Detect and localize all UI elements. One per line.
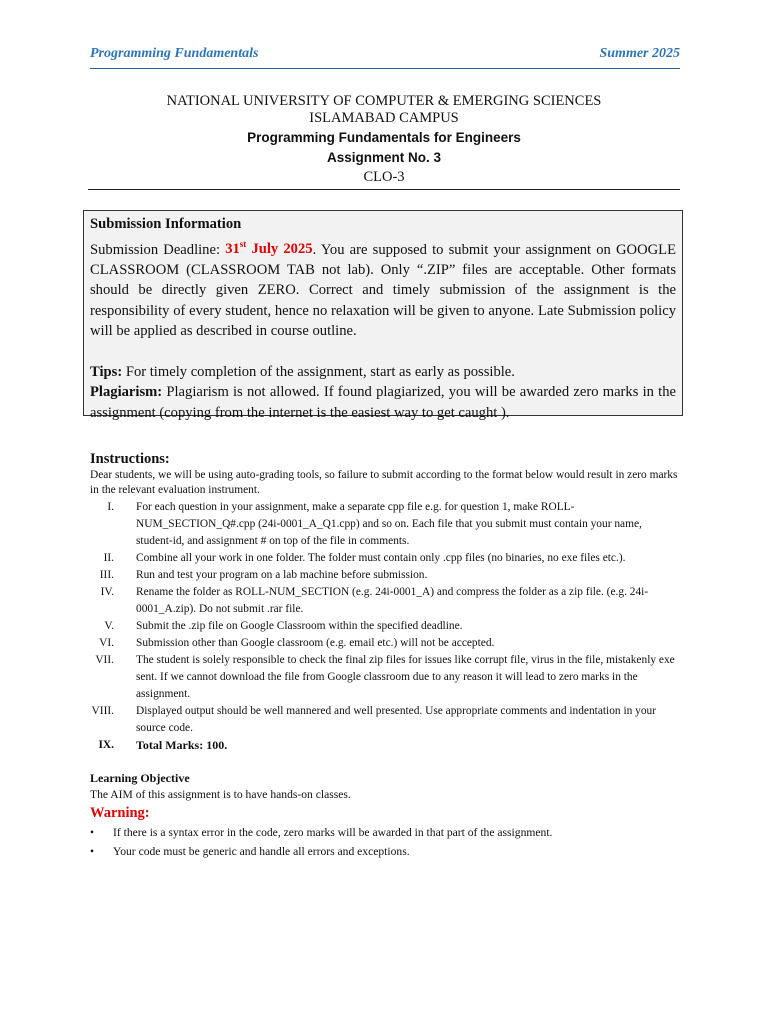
title-block <box>88 93 680 187</box>
instruction-text: Submission other than Google classroom (e.g. email etc.) will not be accepted. <box>136 637 495 649</box>
total-marks-item <box>90 737 680 755</box>
warning-bullet <box>90 823 680 842</box>
instructions-list <box>90 499 680 755</box>
warning-bullet-text: Your code must be generic and handle all errors and exceptions. <box>113 845 410 858</box>
instruction-text: The student is solely responsible to check the final zip files for issues like corrupt file, virus in the file, mistakenly exe sent. If we cannot download the file from Google classroom due to any reason it will lead to zero marks in the assignment. <box>136 654 675 700</box>
instruction-item <box>90 567 680 584</box>
warning-bullet <box>90 842 680 861</box>
instruction-item <box>90 550 680 567</box>
instructions-section <box>90 451 680 755</box>
instructions-heading: Instructions: <box>90 451 170 467</box>
submission-paragraph <box>90 235 676 342</box>
plagiarism-text: Plagiarism is not allowed. If found plagiarized, you will be awarded zero marks in the assignment (copying from the internet is the easiest way to get caught ). <box>90 384 676 421</box>
instruction-item <box>90 635 680 652</box>
submission-text: . You are supposed to submit your assignment on GOOGLE CLASSROOM (CLASSROOM TAB not lab). Only “.ZIP” files are acceptable. Other formats should be directly given ZERO. Correct and timely submission of the assignment is the responsibility of every student, hence no relaxation will be given to anyone. Late Submission policy will be applied as described in course outline. <box>90 241 676 340</box>
instruction-text: Run and test your program on a lab machine before submission. <box>136 569 428 581</box>
instruction-text: Combine all your work in one folder. The folder must contain only .cpp files (no binaries, no exe files etc.). <box>136 552 626 564</box>
assignment-title: Assignment No. 3 <box>326 150 442 165</box>
header-term: Summer 2025 <box>599 46 680 61</box>
title-divider <box>88 189 680 190</box>
instruction-number: V. <box>104 620 114 632</box>
instruction-number: IV. <box>100 586 114 598</box>
learning-objective-heading: Learning Objective <box>90 771 190 785</box>
total-marks-text: Total Marks: 100. <box>136 738 228 752</box>
header-course: Programming Fundamentals <box>90 46 259 61</box>
learning-objective-section <box>90 771 680 861</box>
running-header <box>90 46 680 69</box>
warning-heading: Warning: <box>90 805 150 821</box>
bullet-icon: • <box>90 826 95 839</box>
plagiarism-label: Plagiarism: <box>90 384 163 401</box>
bullet-icon: • <box>90 845 95 858</box>
instruction-text: Submit the .zip file on Google Classroom within the specified deadline. <box>136 620 463 632</box>
instruction-number: VII. <box>95 654 114 666</box>
deadline-label: Submission Deadline: <box>90 241 226 258</box>
course-title: Programming Fundamentals for Engineers <box>247 130 521 145</box>
instruction-number: I. <box>107 501 114 513</box>
instruction-number: III. <box>99 569 114 581</box>
instruction-text: Displayed output should be well mannered and well presented. Use appropriate comments and indentation in your source code. <box>136 705 657 734</box>
instructions-intro: Dear students, we will be using auto-grading tools, so failure to submit according to the format below would result in zero marks in the relevant evaluation instrument. <box>90 469 678 496</box>
deadline-month-year: July 2025 <box>246 241 313 258</box>
warning-bullet-text: If there is a syntax error in the code, zero marks will be awarded in that part of the assignment. <box>113 826 553 839</box>
instruction-text: For each question in your assignment, make a separate cpp file e.g. for question 1, make ROLL-NUM_SECTION_Q#.cpp (24i-0001_A_Q1.cpp) and so on. Each file that you submit must contain your name, student-id, and assignment # on top of the file in comments. <box>136 501 642 547</box>
submission-info-box <box>83 210 683 421</box>
instruction-item <box>90 618 680 635</box>
clo-label: CLO-3 <box>363 169 405 185</box>
instruction-text: Rename the folder as ROLL-NUM_SECTION (e.g. 24i-0001_A) and compress the folder as a zip file. (e.g. 24i-0001_A.zip). Do not submit .rar file. <box>136 586 649 615</box>
submission-heading: Submission Information <box>90 216 242 232</box>
instruction-item <box>90 703 680 737</box>
deadline-date <box>225 241 312 257</box>
tips-line <box>90 362 676 383</box>
instruction-number: VI. <box>99 637 114 649</box>
plagiarism-line <box>90 382 676 423</box>
deadline-ordinal: st <box>239 239 247 250</box>
tips-label: Tips: <box>90 363 123 380</box>
instruction-item <box>90 652 680 703</box>
instruction-number: II. <box>103 552 114 564</box>
deadline-day: 31 <box>225 241 240 258</box>
tips-text: For timely completion of the assignment, start as early as possible. <box>122 363 515 380</box>
instruction-number: VIII. <box>91 705 114 717</box>
learning-objective-text: The AIM of this assignment is to have hands-on classes. <box>90 788 351 801</box>
instruction-item <box>90 584 680 618</box>
university-name: NATIONAL UNIVERSITY OF COMPUTER & EMERGING SCIENCES <box>166 93 602 109</box>
campus-name: ISLAMABAD CAMPUS <box>309 110 459 126</box>
instruction-item <box>90 499 680 550</box>
instruction-number: IX. <box>98 739 114 751</box>
